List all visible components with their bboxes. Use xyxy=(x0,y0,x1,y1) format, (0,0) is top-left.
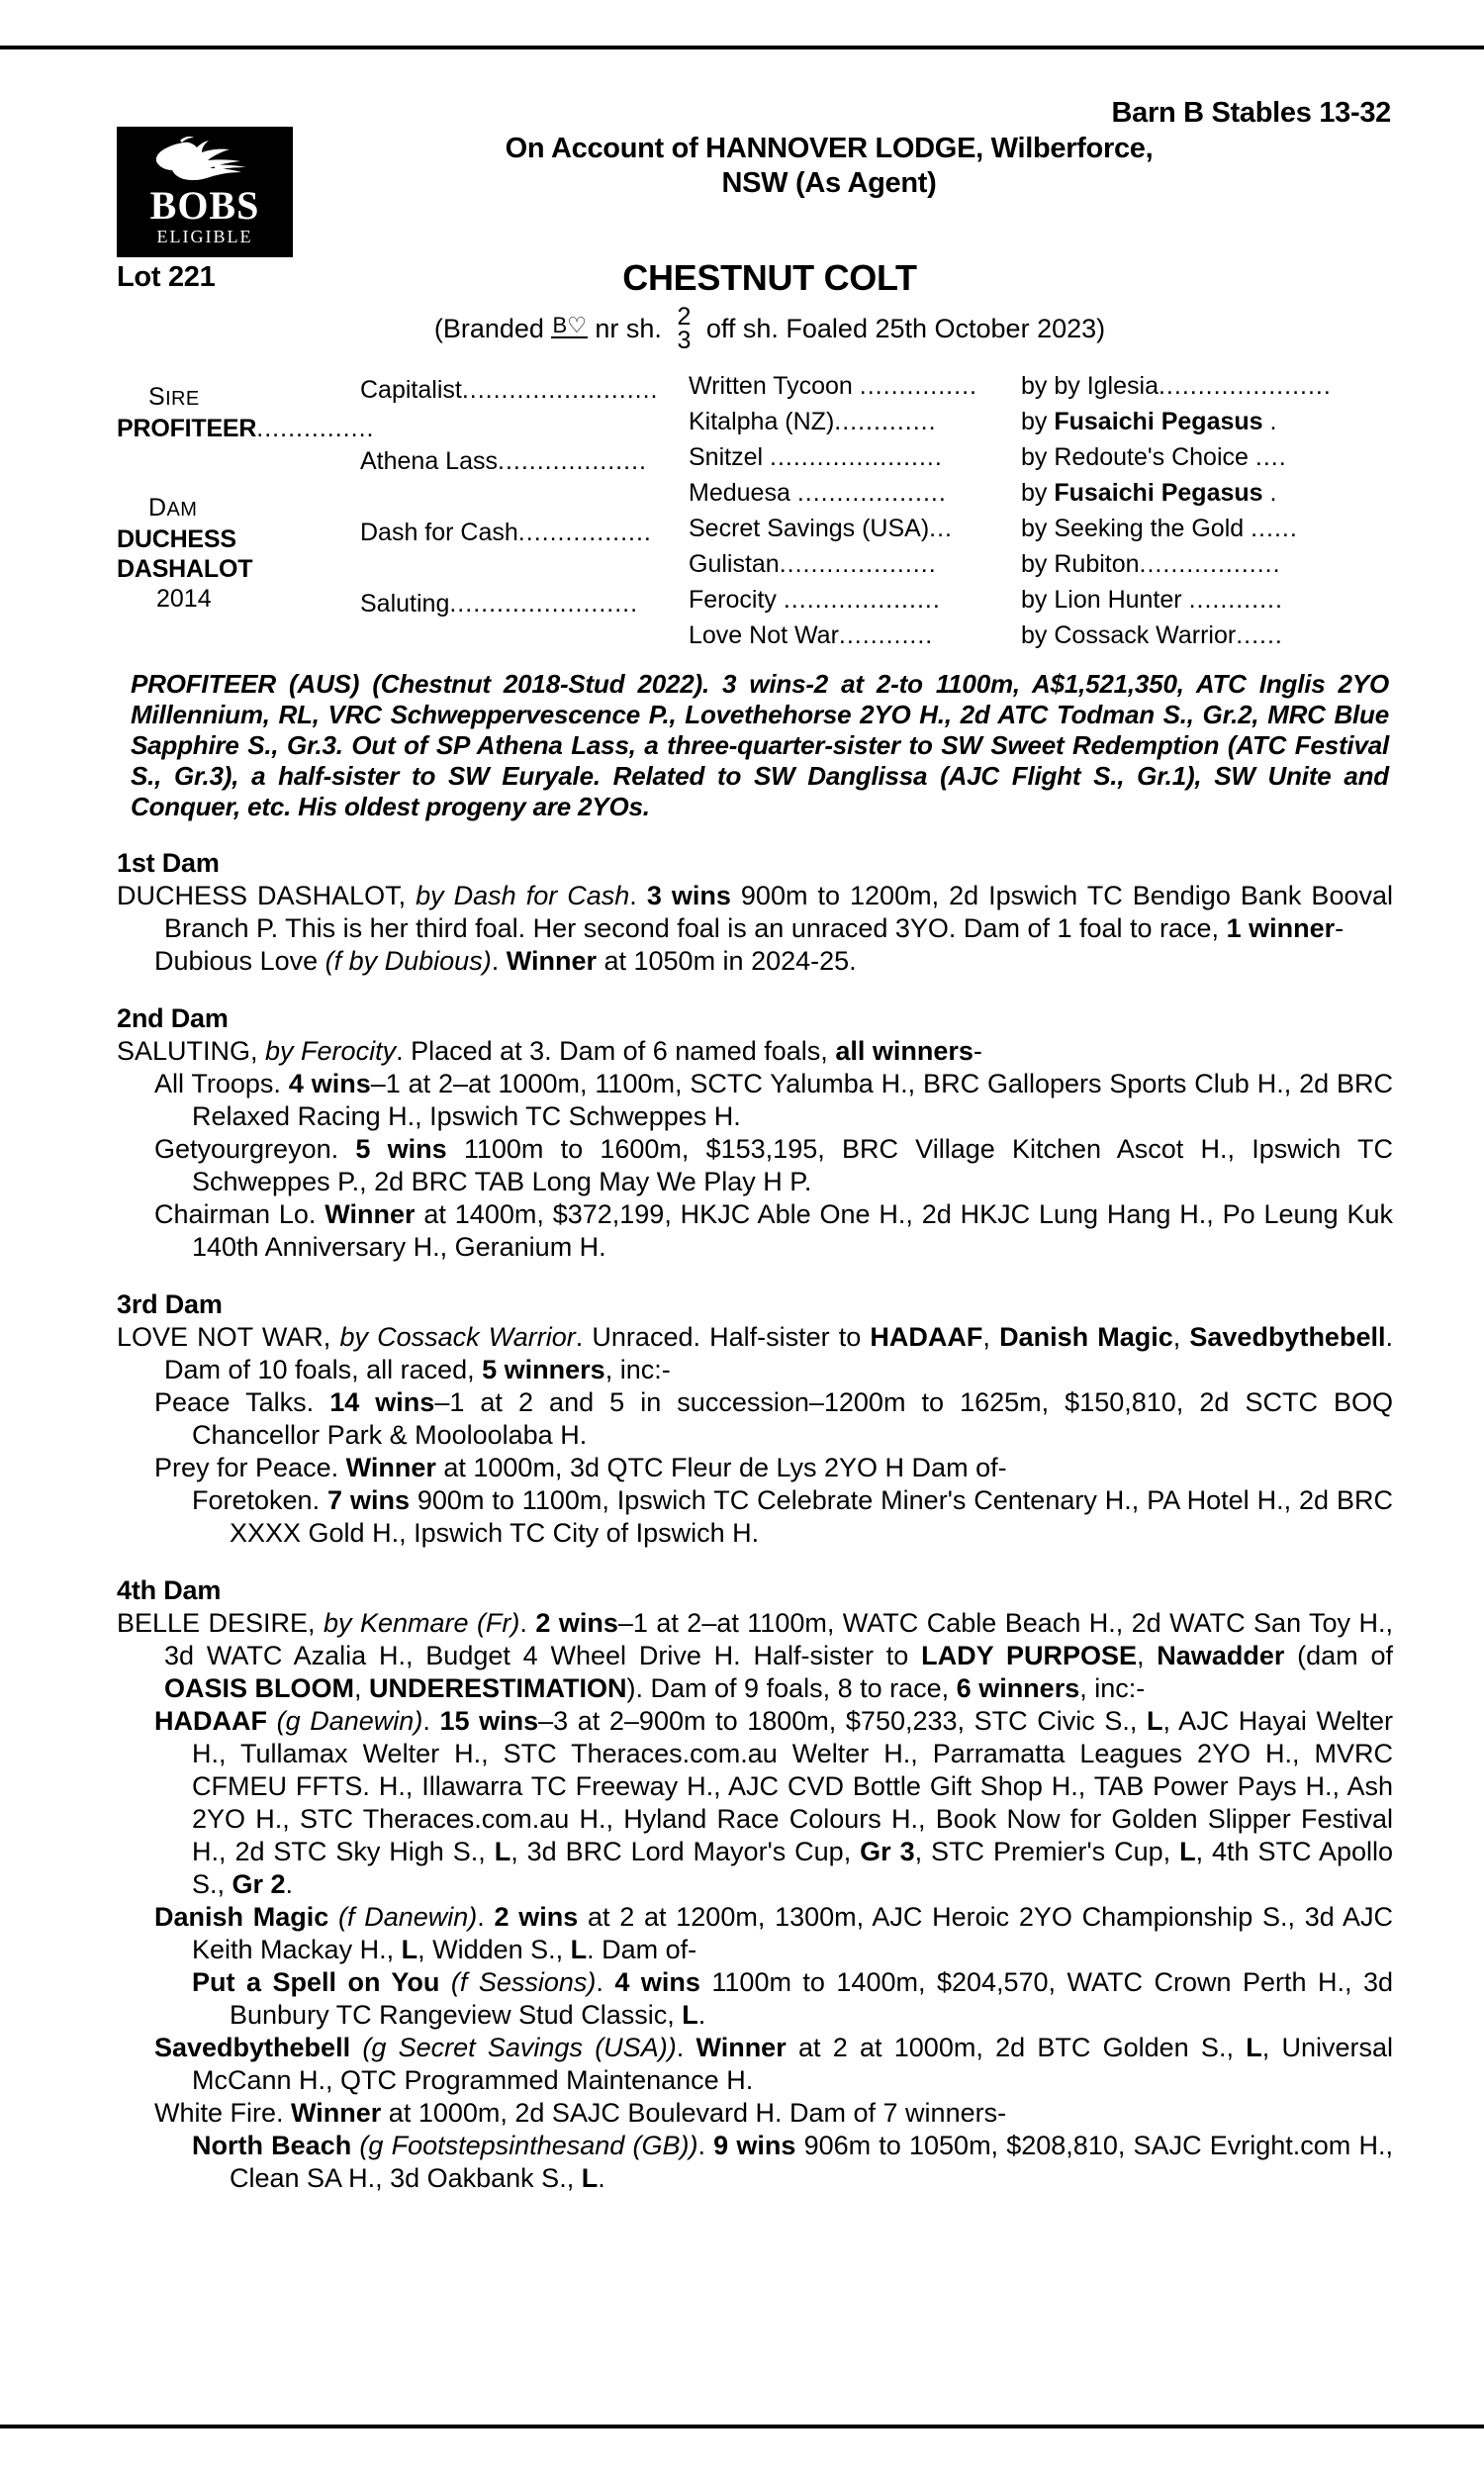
emphasis-bold: HADAAF xyxy=(870,1322,983,1352)
emphasis-italic: (g Secret Savings (USA)) xyxy=(362,2033,677,2062)
gen4-row: by Rubiton.................. xyxy=(1021,550,1281,578)
emphasis-bold: L xyxy=(401,1935,418,1964)
emphasis-italic: (f Sessions) xyxy=(450,1967,597,1997)
dam-label: DAM xyxy=(148,494,198,522)
gen4-row: by by Iglesia...................... xyxy=(1021,372,1332,400)
text-run: , AJC Hayai Welter H., Tullamax Welter H., STC Theraces.com.au Welter H., Parramatta Leagues 2YO H., MVRC CFMEU FFTS. H., Illawarra TC Freeway H., AJC CVD Bottle Gift Shop H., TAB Power Pays H., Ash 2YO H., STC Theraces.com.au H., Hyland Race Colours H., Book Now for Golden Slipper Festival H., 2d STC Sky High S., xyxy=(192,1706,1393,1866)
gen3-row xyxy=(689,511,1017,546)
gen3-dots: ................... xyxy=(796,479,947,507)
brand-fraction xyxy=(677,305,691,352)
emphasis-bold: 6 winners xyxy=(956,1673,1080,1703)
text-run: at 1000m, 3d QTC Fleur de Lys 2YO H Dam of- xyxy=(435,1453,1007,1482)
emphasis-bold: Gr 2 xyxy=(232,1869,286,1899)
emphasis-bold: Nawadder xyxy=(1157,1641,1285,1670)
emphasis-italic: (f Danewin) xyxy=(338,1902,478,1932)
text-run: , Universal McCann H., QTC Programmed Maintenance H. xyxy=(192,2033,1393,2095)
text-run: BELLE DESIRE, xyxy=(117,1608,324,1638)
text-run: ). Dam of 9 foals, 8 to race, xyxy=(626,1673,957,1703)
text-run: at 2 at 1000m, 2d BTC Golden S., xyxy=(786,2033,1247,2062)
emphasis-italic: (f by Dubious) xyxy=(325,946,492,976)
emphasis-bold: 3 wins xyxy=(646,881,731,910)
gen2-name: Athena Lass xyxy=(360,447,498,475)
text-run: SALUTING, xyxy=(117,1036,266,1066)
text-run: at 1050m in 2024-25. xyxy=(596,946,857,976)
dam-entry xyxy=(154,1705,1393,1901)
text-run: –3 at 2–900m to 1800m, $750,233, STC Civic S., xyxy=(538,1706,1148,1736)
gen3-name: Kitalpha (NZ) xyxy=(689,408,835,435)
text-run: Getyourgreyon. xyxy=(154,1134,356,1164)
dam-entry xyxy=(192,1966,1393,2032)
gen2-row xyxy=(360,443,681,479)
text-run: , xyxy=(1172,1322,1190,1352)
brand-fraction-top: 2 xyxy=(677,303,692,331)
emphasis-bold: 7 wins xyxy=(327,1485,410,1515)
gen4-dots: ...... xyxy=(1251,515,1298,542)
emphasis-bold: HADAAF xyxy=(154,1706,267,1736)
gen4-row: by Cossack Warrior...... xyxy=(1021,621,1283,649)
gen3-row xyxy=(689,404,1017,439)
sire-name: PROFITEER xyxy=(117,415,257,442)
colour-sex-title: CHESTNUT COLT xyxy=(622,257,917,298)
emphasis-bold: Danish Magic xyxy=(154,1902,329,1932)
text-run: All Troops. xyxy=(154,1069,289,1098)
emphasis-bold: Put a Spell on You xyxy=(192,1967,440,1997)
emphasis-bold: Winner xyxy=(325,1199,416,1229)
text-run: Peace Talks. xyxy=(154,1387,330,1417)
text-run: - xyxy=(973,1036,982,1066)
text-run: –1 at 2 and 5 in succession–1200m to 1625m, $150,810, 2d SCTC BOQ Chancellor Park & Mooloolaba H. xyxy=(192,1387,1394,1450)
text-run xyxy=(328,1902,338,1932)
emphasis-bold: L xyxy=(494,1837,511,1866)
emphasis-italic: by Ferocity xyxy=(265,1036,397,1066)
dam-year: 2014 xyxy=(156,585,212,613)
gen3-name: Gulistan xyxy=(689,550,780,578)
gen4-row: by Seeking the Gold ...... xyxy=(1021,515,1298,542)
gen2-row xyxy=(360,515,681,550)
text-run: , xyxy=(982,1322,1000,1352)
emphasis-bold: L xyxy=(1147,1706,1163,1736)
emphasis-bold: UNDERESTIMATION xyxy=(369,1673,627,1703)
emphasis-bold: all winners xyxy=(835,1036,974,1066)
emphasis-italic: (g Danewin) xyxy=(276,1706,423,1736)
gen4-row: by Fusaichi Pegasus . xyxy=(1021,479,1278,507)
text-run: Chairman Lo. xyxy=(154,1199,325,1229)
dam-entry xyxy=(192,2130,1393,2195)
dam-entry xyxy=(154,1068,1393,1133)
text-run: Foretoken. xyxy=(192,1485,327,1515)
text-run: . xyxy=(596,1967,615,1997)
text-run: . xyxy=(491,946,507,976)
text-run: at 2 at 1200m, 1300m, AJC Heroic 2YO Championship S., 3d AJC Keith Mackay H., xyxy=(192,1902,1393,1964)
lot-title-row xyxy=(117,257,1393,303)
dam-entry xyxy=(154,1901,1393,1966)
text-run: LOVE NOT WAR, xyxy=(117,1322,340,1352)
text-run: . xyxy=(676,2033,696,2062)
gen3-name: Secret Savings (USA) xyxy=(689,515,930,542)
text-run: . Unraced. Half-sister to xyxy=(575,1322,871,1352)
pedigree-column-1 xyxy=(117,368,375,653)
gen4-sire: Seeking the Gold xyxy=(1054,515,1245,542)
gen4-sire: Fusaichi Pegasus xyxy=(1054,408,1263,435)
gen4-dots: ............ xyxy=(1188,586,1283,614)
emphasis-bold: L xyxy=(1179,1837,1196,1866)
dam-entry xyxy=(154,2097,1393,2130)
text-run: 906m to 1050m, $208,810, SAJC Evright.com H., Clean SA H., 3d Oakbank S., xyxy=(230,2131,1393,2193)
gen4-sire: Lion Hunter xyxy=(1054,586,1182,614)
emphasis-bold: L xyxy=(682,2000,698,2030)
gen3-name: Meduesa xyxy=(689,479,790,507)
sire-summary-paragraph: PROFITEER (AUS) (Chestnut 2018-Stud 2022). 3 wins-2 at 2-to 1100m, A$1,521,350, ATC Inglis 2YO Millennium, RL, VRC Schweppervescence P., Lovethehorse 2YO H., 2d ATC Todman S., Gr.2, MRC Blue Sapphire S., Gr.3. Out of SP Athena Lass, a three-quarter-sister to SW Sweet Redemption (ATC Festival S., Gr.3), a half-sister to SW Euryale. Related to SW Danglissa (AJC Flight S., Gr.1), SW Unite and Conquer, etc. His oldest progeny are 2YOs. xyxy=(131,669,1389,821)
text-run xyxy=(267,1706,277,1736)
dam-entry xyxy=(154,1386,1393,1452)
emphasis-bold: 1 winner xyxy=(1226,913,1336,943)
gen4-dots: ...................... xyxy=(1158,372,1332,400)
text-run: . xyxy=(285,1869,294,1899)
dam-entry xyxy=(154,945,1393,978)
pedigree-table xyxy=(117,368,1393,653)
dam-entry xyxy=(117,880,1393,945)
emphasis-bold: 5 wins xyxy=(355,1134,447,1164)
page-bottom-rule xyxy=(0,2425,1484,2428)
dam-entry xyxy=(154,1198,1393,1264)
dam-entry xyxy=(154,1452,1393,1484)
gen3-dots: ............... xyxy=(859,372,977,400)
emphasis-bold: Danish Magic xyxy=(999,1322,1173,1352)
gen3-dots: ... xyxy=(929,515,953,542)
text-run: . Dam of 10 foals, all raced, xyxy=(164,1322,1393,1384)
gen2-name: Saluting xyxy=(360,590,450,618)
gen4-sire: Redoute's Choice xyxy=(1054,443,1249,471)
emphasis-bold: L xyxy=(581,2163,599,2193)
page-top-rule xyxy=(0,46,1484,49)
gen4-dots: .................. xyxy=(1139,550,1281,578)
dam-heading: 1st Dam xyxy=(117,848,220,878)
text-run: (dam of xyxy=(1284,1641,1393,1670)
gen4-sire: Cossack Warrior xyxy=(1054,621,1237,649)
dam-heading: 3rd Dam xyxy=(117,1289,223,1319)
emphasis-bold: Winner xyxy=(291,2098,382,2128)
bobs-logo-sub: ELIGIBLE xyxy=(156,227,253,246)
text-run: 900m to 1200m, 2d Ipswich TC Bendigo Bank Booval Branch P. This is her third foal. Her second foal is an unraced 3YO. Dam of 1 foal to race, xyxy=(164,881,1393,943)
text-run: . xyxy=(697,2000,706,2030)
emphasis-bold: 4 wins xyxy=(288,1069,371,1098)
dam-heading: 2nd Dam xyxy=(117,1003,229,1033)
text-run: 1100m to 1600m, $153,195, BRC Village Kitchen Ascot H., Ipswich TC Schweppes P., 2d BRC TAB Long May We Play H P. xyxy=(192,1134,1393,1196)
gen3-dots: ...................... xyxy=(770,443,943,471)
pedigree-column-2 xyxy=(354,368,681,653)
barn-stables-label: Barn B Stables 13-32 xyxy=(1111,97,1391,129)
gen2-dots: ................... xyxy=(498,447,647,475)
text-run: , Widden S., xyxy=(417,1935,571,1964)
text-run: . xyxy=(629,881,647,910)
gen2-name: Capitalist xyxy=(360,376,462,404)
dam-heading: 4th Dam xyxy=(117,1575,222,1605)
gen4-dots: .... xyxy=(1254,443,1287,471)
dam-entry xyxy=(117,1607,1393,1705)
text-run: 900m to 1100m, Ipswich TC Celebrate Miner's Centenary H., PA Hotel H., 2d BRC XXXX Gold H., Ipswich TC City of Ipswich H. xyxy=(230,1485,1394,1548)
text-run: , inc:- xyxy=(1079,1673,1146,1703)
emphasis-bold: 14 wins xyxy=(329,1387,435,1417)
gen3-name: Written Tycoon xyxy=(689,372,853,400)
gen2-dots: ........................ xyxy=(449,590,639,618)
text-run: , STC Premier's Cup, xyxy=(914,1837,1180,1866)
text-run: , xyxy=(354,1673,370,1703)
gen2-row xyxy=(360,372,681,408)
pedigree-dam-block xyxy=(117,493,354,614)
gen4-row: by Fusaichi Pegasus . xyxy=(1021,408,1278,435)
gen3-row xyxy=(689,582,1017,618)
account-line-1: On Account of HANNOVER LODGE, Wilberforce, xyxy=(505,133,1154,164)
emphasis-italic: by Kenmare (Fr) xyxy=(323,1608,520,1638)
dam-entry xyxy=(117,1321,1393,1386)
branded-suffix: off sh. Foaled 25th October 2023) xyxy=(705,314,1106,344)
text-run: . xyxy=(519,1608,536,1638)
emphasis-italic: by Cossack Warrior xyxy=(339,1322,576,1352)
gen3-dots: ............ xyxy=(838,621,934,649)
text-run: . xyxy=(697,2131,714,2160)
emphasis-bold: Savedbythebell xyxy=(1189,1322,1386,1352)
dam-sections xyxy=(117,848,1393,2195)
gen4-sire: Fusaichi Pegasus xyxy=(1054,479,1263,507)
branded-near-shoulder: nr sh. xyxy=(595,314,662,344)
header xyxy=(117,97,1393,245)
text-run: , 4th STC Apollo S., xyxy=(192,1837,1393,1899)
emphasis-bold: North Beach xyxy=(192,2131,352,2160)
sire-dots: ............... xyxy=(256,415,375,442)
text-run: –1 at 2–at 1100m, WATC Cable Beach H., 2d WATC San Toy H., 3d WATC Azalia H., Budget 4 Wheel Drive H. Half-sister to xyxy=(164,1608,1394,1670)
text-run: , xyxy=(1136,1641,1158,1670)
text-run: DUCHESS DASHALOT, xyxy=(117,881,417,910)
text-run xyxy=(439,1967,450,1997)
emphasis-bold: Gr 3 xyxy=(860,1837,915,1866)
text-run: . xyxy=(598,2163,605,2193)
emphasis-italic: (g Footstepsinthesand (GB)) xyxy=(359,2131,698,2160)
emphasis-bold: Winner xyxy=(506,946,597,976)
gen3-name: Snitzel xyxy=(689,443,764,471)
brand-mark-icon: B♡ xyxy=(552,313,587,338)
text-run: , 3d BRC Lord Mayor's Cup, xyxy=(510,1837,861,1866)
gen4-row: by Lion Hunter ............ xyxy=(1021,586,1283,614)
text-run: - xyxy=(1335,913,1345,943)
lot-number: Lot 221 xyxy=(117,261,216,293)
branded-prefix: (Branded xyxy=(433,314,544,344)
text-run: . Placed at 3. Dam of 6 named foals, xyxy=(396,1036,836,1066)
emphasis-bold: 4 wins xyxy=(614,1967,700,1997)
dam-entry xyxy=(192,1484,1393,1550)
text-run: Dubious Love xyxy=(154,946,325,976)
bobs-eligible-logo xyxy=(117,127,293,257)
text-run: Prey for Peace. xyxy=(154,1453,346,1482)
gen3-row xyxy=(689,475,1017,511)
emphasis-italic: by Dash for Cash xyxy=(416,881,630,910)
account-line-2: NSW (As Agent) xyxy=(721,167,937,199)
emphasis-bold: L xyxy=(570,1935,588,1964)
emphasis-bold: LADY PURPOSE xyxy=(921,1641,1137,1670)
gen3-dots: ............. xyxy=(834,408,937,435)
text-run: at 1400m, $372,199, HKJC Able One H., 2d HKJC Lung Hang H., Po Leung Kuk 140th Anniversary H., Geranium H. xyxy=(192,1199,1393,1262)
gen2-row xyxy=(360,586,681,621)
bobs-logo-name: BOBS xyxy=(149,183,260,228)
gen2-dots: ......................... xyxy=(461,376,659,404)
text-run: White Fire. xyxy=(154,2098,292,2128)
text-run xyxy=(350,2033,362,2062)
horse-head-icon xyxy=(140,135,269,188)
emphasis-bold: 2 wins xyxy=(535,1608,618,1638)
text-run: , inc:- xyxy=(604,1355,671,1384)
emphasis-bold: OASIS BLOOM xyxy=(164,1673,355,1703)
text-run: 1100m to 1400m, $204,570, WATC Crown Perth H., 3d Bunbury TC Rangeview Stud Classic, xyxy=(230,1967,1393,2030)
brand-fraction-bottom: 3 xyxy=(677,327,692,354)
gen3-name: Ferocity xyxy=(689,586,777,614)
pedigree-sire-block xyxy=(117,382,374,443)
gen4-sire: Rubiton xyxy=(1054,550,1140,578)
sire-name-row xyxy=(117,414,374,443)
gen4-dots: . xyxy=(1269,408,1278,435)
pedigree-column-3 xyxy=(681,368,1017,653)
emphasis-bold: 5 winners xyxy=(482,1355,605,1384)
gen4-sire: by Iglesia xyxy=(1054,372,1159,400)
gen4-row: by Redoute's Choice .... xyxy=(1021,443,1287,471)
text-run: at 1000m, 2d SAJC Boulevard H. Dam of 7 winners- xyxy=(381,2098,1007,2128)
page-content xyxy=(117,69,1393,2195)
gen4-dots: . xyxy=(1269,479,1278,507)
pedigree-column-4 xyxy=(1017,368,1393,653)
sire-label: SIRE xyxy=(148,383,200,411)
emphasis-bold: L xyxy=(1246,2033,1262,2062)
gen3-row xyxy=(689,439,1017,475)
text-run: . Dam of- xyxy=(587,1935,697,1964)
gen4-dots: ...... xyxy=(1236,621,1283,649)
gen3-row xyxy=(689,368,1017,404)
dam-entry xyxy=(154,2032,1393,2097)
emphasis-bold: 9 wins xyxy=(713,2131,796,2160)
gen3-row xyxy=(689,618,1017,653)
emphasis-bold: 2 wins xyxy=(494,1902,579,1932)
gen3-name: Love Not War xyxy=(689,621,839,649)
gen3-dots: .................... xyxy=(779,550,937,578)
branded-line xyxy=(117,303,1393,354)
dam-entry xyxy=(117,1035,1393,1068)
emphasis-bold: Winner xyxy=(696,2033,787,2062)
text-run: . xyxy=(477,1902,495,1932)
emphasis-bold: Winner xyxy=(345,1453,436,1482)
dam-name: DUCHESS DASHALOT xyxy=(117,525,253,583)
emphasis-bold: Savedbythebell xyxy=(154,2033,351,2062)
gen3-row xyxy=(689,546,1017,582)
emphasis-bold: 15 wins xyxy=(439,1706,539,1736)
gen3-dots: .................... xyxy=(783,586,941,614)
text-run: –1 at 2–at 1000m, 1100m, SCTC Yalumba H., BRC Gallopers Sports Club H., 2d BRC Relaxed Racing H., Ipswich TC Schweppes H. xyxy=(192,1069,1394,1131)
text-run: . xyxy=(422,1706,440,1736)
gen2-name: Dash for Cash xyxy=(360,519,518,546)
dam-entry xyxy=(154,1133,1393,1198)
gen2-dots: ................. xyxy=(517,519,652,546)
